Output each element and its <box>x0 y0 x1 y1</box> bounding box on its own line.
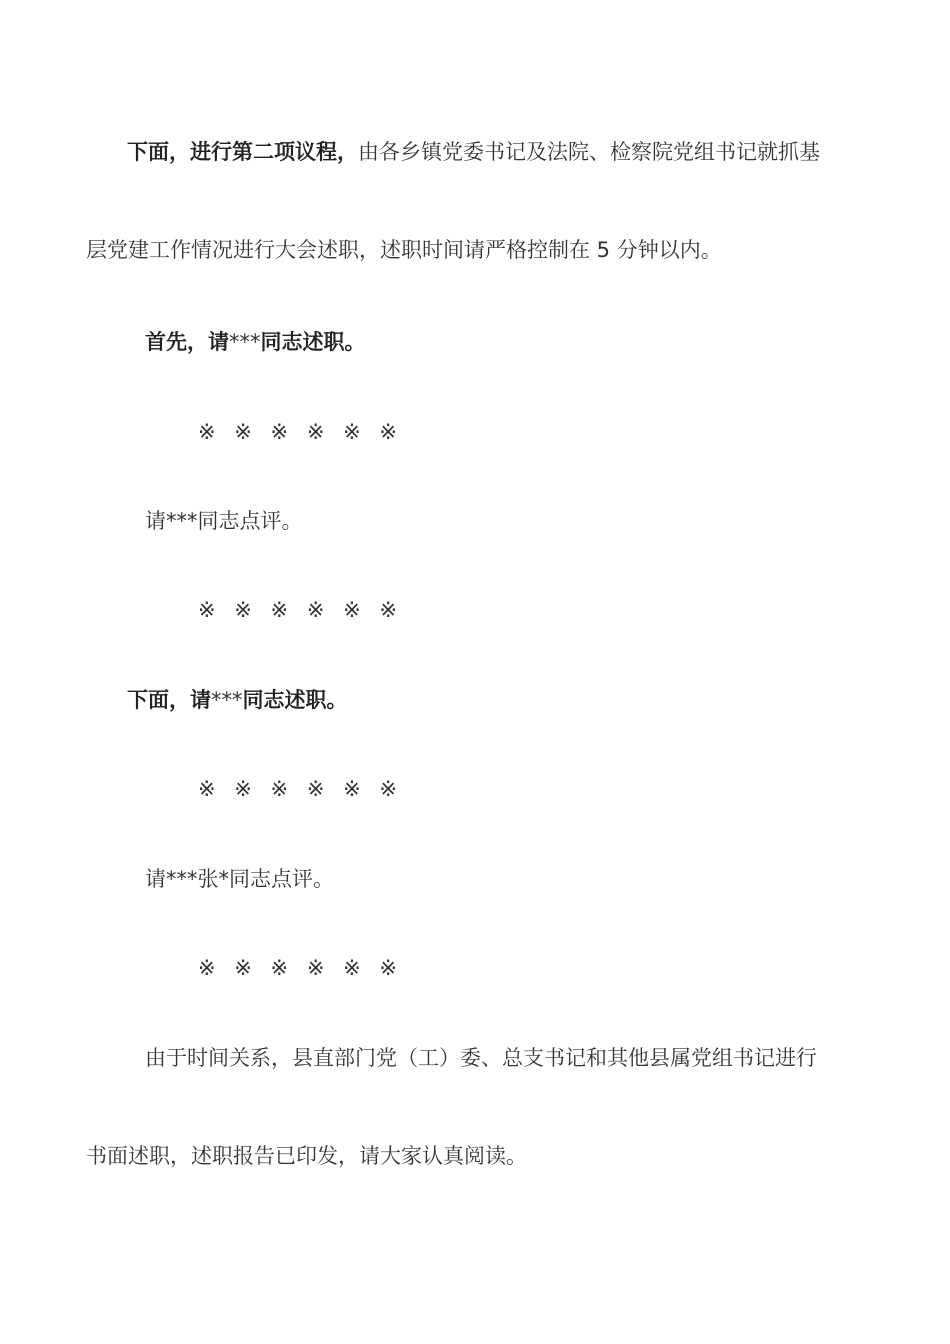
review-line-2: 请***张*同志点评。 <box>145 867 334 891</box>
closing-line1: 由于时间关系，县直部门党（工）委、总支书记和其他县属党组书记进行 <box>145 1046 817 1070</box>
first-speaker-bold-a: 首先，请 <box>145 330 229 354</box>
separator-3: ※ ※ ※ ※ ※ ※ <box>198 777 403 801</box>
closing-line2: 书面述职，述职报告已印发，请大家认真阅读。 <box>86 1144 527 1168</box>
next-speaker-line <box>127 685 348 715</box>
next-speaker-bold-b: 同志述职。 <box>242 688 348 712</box>
agenda-paragraph-line2: 层党建工作情况进行大会述职，述职时间请严格控制在 5 分钟以内。 <box>86 238 722 262</box>
first-speaker-stars: *** <box>229 330 261 354</box>
agenda-bold-lead: 下面，进行第二项议程， <box>127 140 358 164</box>
next-speaker-bold-a: 下面，请 <box>127 688 211 712</box>
review-line-1: 请***同志点评。 <box>145 509 303 533</box>
first-speaker-line <box>145 327 366 357</box>
first-speaker-bold-b: 同志述职。 <box>260 330 366 354</box>
separator-1: ※ ※ ※ ※ ※ ※ <box>198 420 403 444</box>
agenda-rest-line1: 由各乡镇党委书记及法院、检察院党组书记就抓基 <box>358 140 820 164</box>
agenda-paragraph-line1 <box>127 137 820 167</box>
next-speaker-stars: *** <box>211 688 243 712</box>
separator-2: ※ ※ ※ ※ ※ ※ <box>198 598 403 622</box>
separator-4: ※ ※ ※ ※ ※ ※ <box>198 956 403 980</box>
